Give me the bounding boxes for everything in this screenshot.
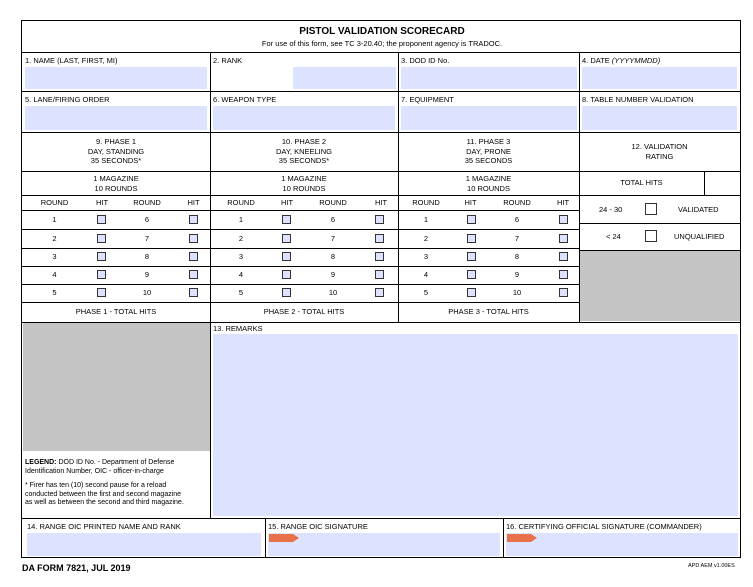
lane-label: 5. LANE/FIRING ORDER (25, 95, 110, 104)
equipment-input[interactable] (401, 106, 577, 130)
round-number: 10 (512, 288, 522, 297)
round-number: 7 (330, 234, 336, 243)
round-number: 6 (144, 215, 150, 224)
date-input[interactable] (582, 67, 737, 89)
hit-checkbox[interactable] (189, 234, 198, 243)
validated-label: VALIDATED (678, 205, 719, 214)
round-number: 4 (423, 270, 429, 279)
form-subtitle: For use of this form, see TC 3-20.40; the proponent agency is TRADOC. (261, 39, 503, 48)
round-header: ROUND (40, 198, 69, 207)
hit-checkbox[interactable] (467, 252, 476, 261)
scorecard-form (21, 20, 741, 558)
hit-checkbox[interactable] (97, 288, 106, 297)
range-validated: 24 - 30 (599, 205, 623, 214)
hit-checkbox[interactable] (97, 270, 106, 279)
total-hits-label: TOTAL HITS (620, 178, 663, 187)
round-number: 6 (514, 215, 520, 224)
phase1-header: 9. PHASE 1 DAY, STANDING 35 SECONDS* (87, 137, 145, 165)
unqualified-label: UNQUALIFIED (674, 232, 725, 241)
hit-checkbox[interactable] (559, 234, 568, 243)
hit-checkbox[interactable] (467, 288, 476, 297)
round-number: 4 (238, 270, 244, 279)
sign-here-icon[interactable] (507, 534, 537, 542)
hit-checkbox[interactable] (375, 288, 384, 297)
hit-checkbox[interactable] (97, 252, 106, 261)
hit-checkbox[interactable] (189, 288, 198, 297)
hit-checkbox[interactable] (375, 252, 384, 261)
round-number: 1 (423, 215, 429, 224)
oic-signature-field[interactable] (268, 533, 500, 556)
remarks-label: 13. REMARKS (213, 324, 263, 333)
equipment-label: 7. EQUIPMENT (401, 95, 454, 104)
hit-header: HIT (95, 198, 109, 207)
hit-header: HIT (556, 198, 570, 207)
hit-header: HIT (464, 198, 477, 207)
hit-checkbox[interactable] (375, 234, 384, 243)
round-number: 1 (52, 215, 57, 224)
round-number: 10 (142, 288, 152, 297)
phase2-header: 10. PHASE 2 DAY, KNEELING 35 SECONDS* (276, 137, 332, 165)
form-title: PISTOL VALIDATION SCORECARD (299, 26, 465, 37)
lane-input[interactable] (25, 106, 207, 130)
legend: LEGEND: DOD ID No. - Department of Defense Identification Number, OIC - officer-in-charge * Firer has ten (10) second pause for a reload conducted between the first and second magazine as well as between the second and third magazine. (25, 459, 184, 506)
validated-checkbox[interactable] (645, 203, 657, 215)
hit-checkbox[interactable] (97, 234, 106, 243)
round-header: ROUND (319, 198, 347, 207)
rank-input[interactable] (293, 67, 396, 89)
hit-checkbox[interactable] (559, 215, 568, 224)
round-number: 8 (144, 252, 150, 261)
round-number: 3 (238, 252, 244, 261)
round-number: 9 (144, 270, 150, 279)
round-number: 5 (423, 288, 429, 297)
date-label: 4. DATE (YYYYMMDD) (582, 56, 661, 65)
hit-checkbox[interactable] (97, 215, 106, 224)
hit-checkbox[interactable] (282, 288, 291, 297)
form-version: APD AEM v1.00ES (688, 563, 735, 569)
phase3-header: 11. PHASE 3 DAY, PRONE 35 SECONDS (464, 137, 513, 165)
name-label: 1. NAME (LAST, FIRST, MI) (25, 56, 118, 65)
round-number: 2 (238, 234, 244, 243)
hit-checkbox[interactable] (467, 234, 476, 243)
phase2-total-label: PHASE 2 - TOTAL HITS (263, 307, 345, 316)
hit-checkbox[interactable] (282, 234, 291, 243)
round-number: 4 (52, 270, 57, 279)
round-header: ROUND (133, 198, 161, 207)
dod-id-input[interactable] (401, 67, 577, 89)
hit-checkbox[interactable] (282, 215, 291, 224)
phase1-total-label: PHASE 1 - TOTAL HITS (75, 307, 157, 316)
sign-here-icon[interactable] (269, 534, 299, 542)
round-header: ROUND (227, 198, 255, 207)
hit-header: HIT (280, 198, 294, 207)
name-input[interactable] (25, 67, 207, 89)
hit-checkbox[interactable] (189, 270, 198, 279)
hit-header: HIT (374, 198, 388, 207)
rank-label: 2. RANK (213, 56, 243, 65)
round-number: 1 (238, 215, 244, 224)
round-number: 2 (52, 234, 57, 243)
round-header: ROUND (412, 198, 440, 207)
hit-checkbox[interactable] (559, 252, 568, 261)
weapon-label: 6. WEAPON TYPE (213, 95, 277, 104)
round-number: 3 (52, 252, 57, 261)
range-unqualified: < 24 (606, 232, 621, 241)
round-number: 5 (52, 288, 57, 297)
phase3-magazine: 1 MAGAZINE 10 ROUNDS (465, 174, 512, 193)
round-number: 9 (514, 270, 520, 279)
table-number-input[interactable] (582, 106, 737, 130)
oic-name-input[interactable] (27, 533, 261, 556)
hit-checkbox[interactable] (282, 270, 291, 279)
validation-header: 12. VALIDATION RATING (631, 142, 688, 161)
hit-checkbox[interactable] (467, 270, 476, 279)
hit-checkbox[interactable] (467, 215, 476, 224)
phase1-magazine: 1 MAGAZINE 10 ROUNDS (93, 174, 139, 193)
dod-id-label: 3. DOD ID No. (401, 56, 450, 65)
shaded-block (580, 251, 740, 321)
round-number: 8 (330, 252, 336, 261)
round-number: 2 (423, 234, 429, 243)
shaded-block (23, 323, 210, 451)
hit-checkbox[interactable] (559, 288, 568, 297)
round-number: 3 (423, 252, 429, 261)
round-number: 8 (514, 252, 520, 261)
certifying-signature-label: 16. CERTIFYING OFFICIAL SIGNATURE (COMMANDER) (506, 522, 702, 531)
round-number: 5 (238, 288, 244, 297)
hit-checkbox[interactable] (282, 252, 291, 261)
hit-checkbox[interactable] (375, 270, 384, 279)
round-number: 6 (330, 215, 336, 224)
hit-checkbox[interactable] (375, 215, 384, 224)
certifying-signature-field[interactable] (506, 533, 738, 556)
table-number-label: 8. TABLE NUMBER VALIDATION (582, 95, 694, 104)
phase3-total-label: PHASE 3 - TOTAL HITS (448, 307, 529, 316)
round-number: 7 (514, 234, 520, 243)
round-number: 10 (328, 288, 338, 297)
hit-checkbox[interactable] (189, 215, 198, 224)
oic-signature-label: 15. RANGE OIC SIGNATURE (268, 522, 368, 531)
hit-checkbox[interactable] (559, 270, 568, 279)
round-header: ROUND (503, 198, 531, 207)
unqualified-checkbox[interactable] (645, 230, 657, 242)
round-number: 9 (330, 270, 336, 279)
total-hits-value[interactable] (705, 172, 740, 195)
remarks-input[interactable] (213, 334, 738, 516)
hit-checkbox[interactable] (189, 252, 198, 261)
oic-name-label: 14. RANGE OIC PRINTED NAME AND RANK (27, 522, 181, 531)
hit-header: HIT (187, 198, 200, 207)
form-number: DA FORM 7821, JUL 2019 (22, 563, 131, 573)
weapon-input[interactable] (213, 106, 395, 130)
phase2-magazine: 1 MAGAZINE 10 ROUNDS (281, 174, 327, 193)
round-number: 7 (144, 234, 150, 243)
